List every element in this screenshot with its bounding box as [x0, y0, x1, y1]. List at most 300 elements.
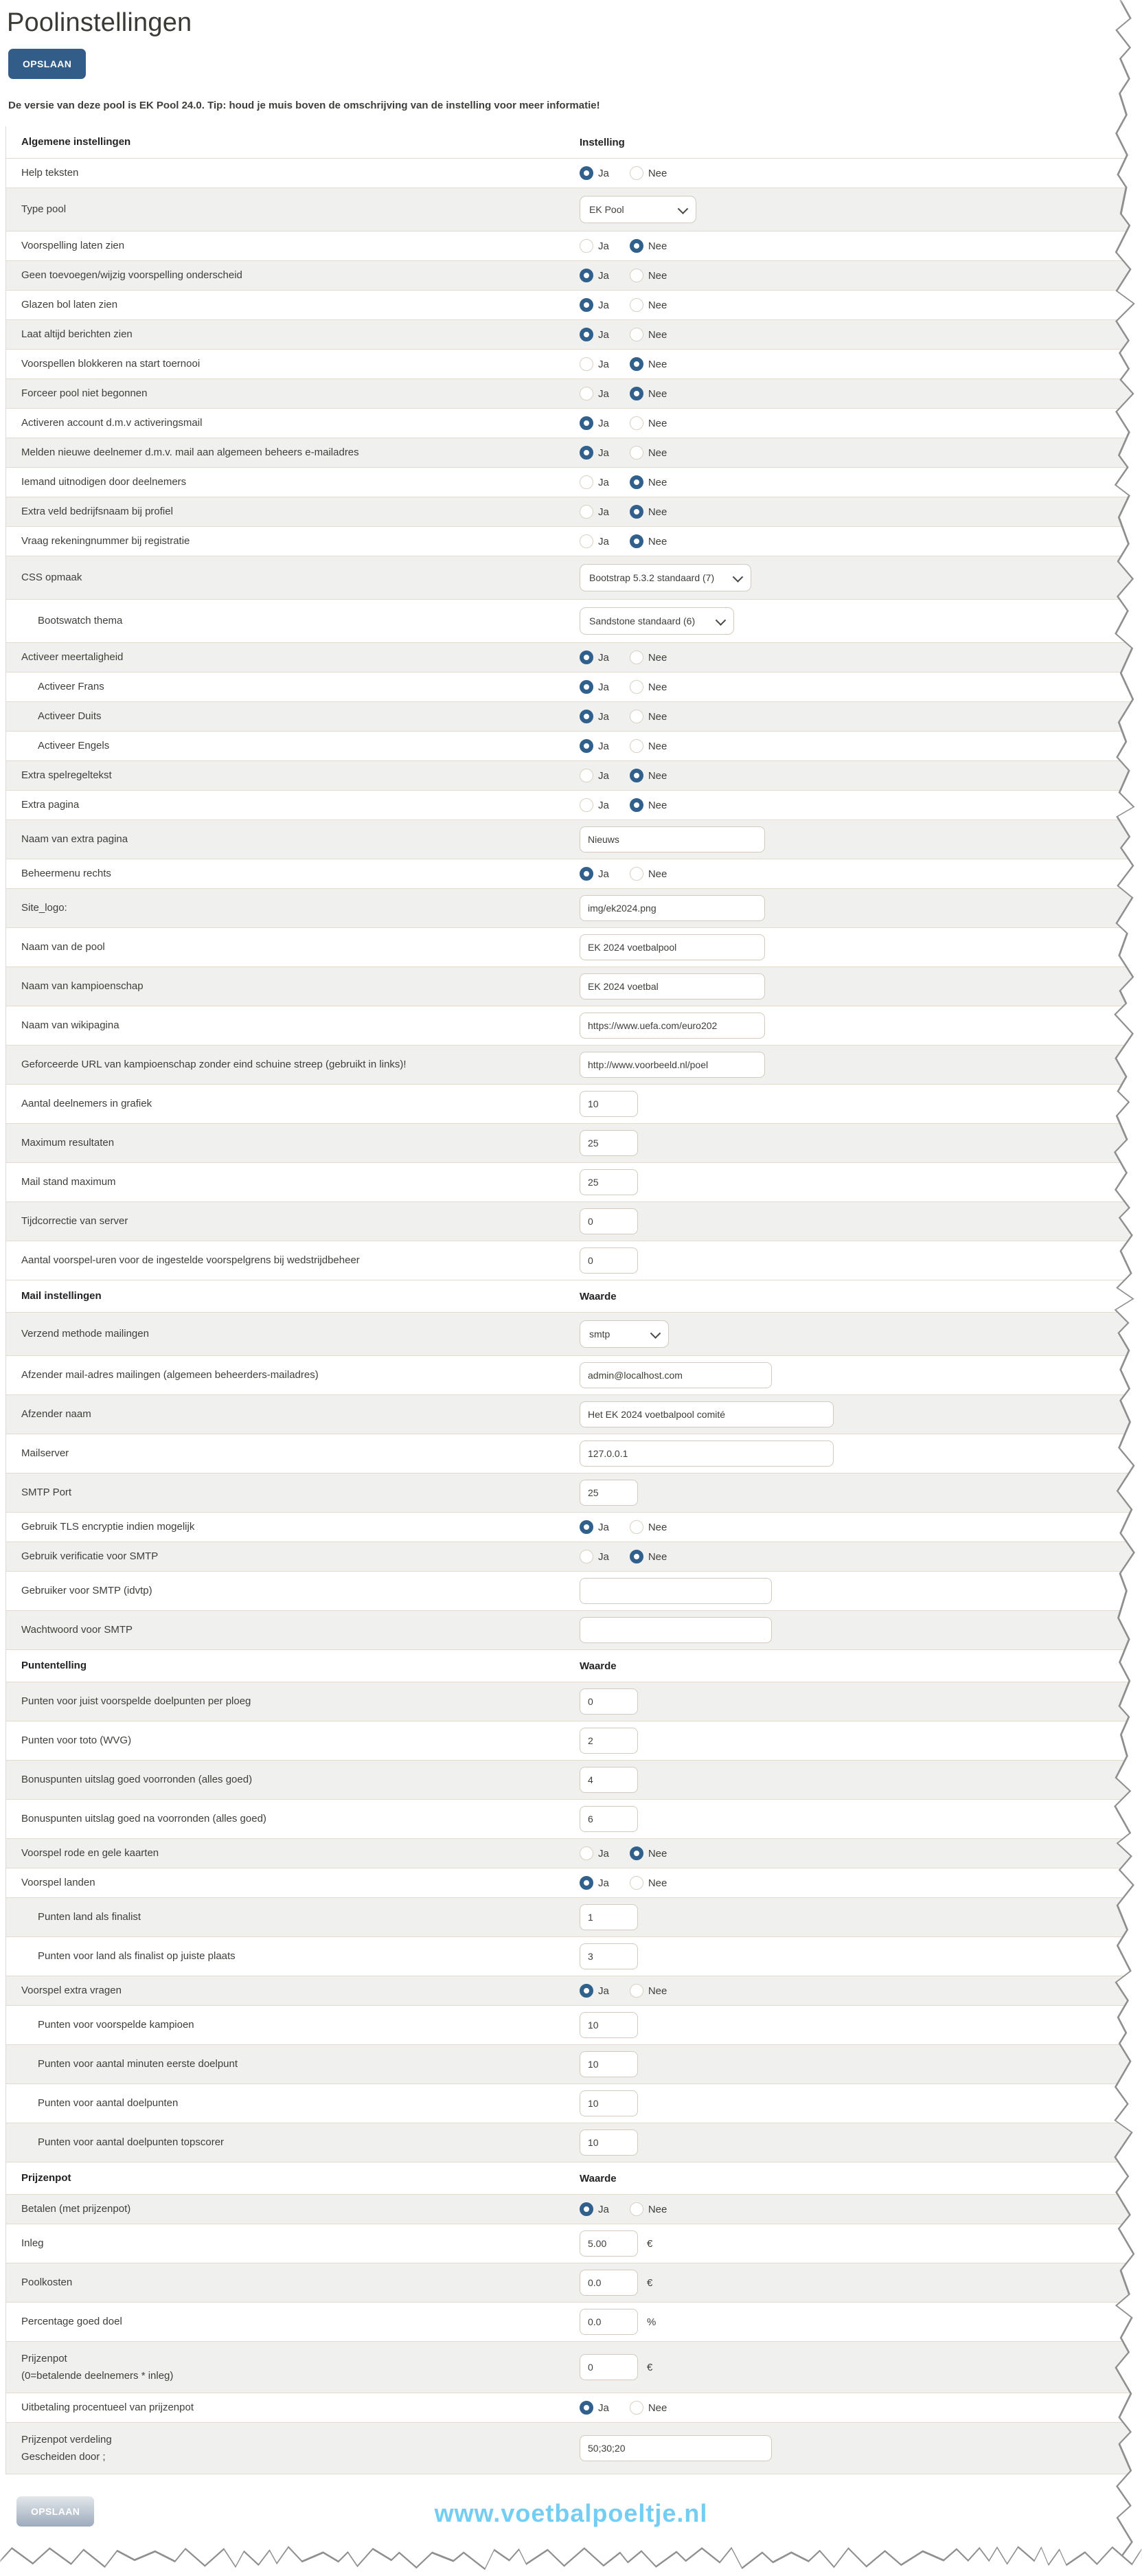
setting-label — [6, 233, 580, 259]
setting-label — [6, 2051, 580, 2077]
setting-value — [580, 1721, 1142, 1760]
voorspelling-laten-zien-radio-nee[interactable] — [630, 239, 667, 253]
setting-value — [580, 1006, 1142, 1045]
voorspel-landen-radio-nee[interactable] — [630, 1876, 667, 1890]
help-teksten-radio-nee[interactable] — [630, 166, 667, 180]
section-header-row — [6, 126, 1142, 159]
activeer-duits-radio-ja[interactable] — [580, 710, 609, 723]
table-row-melden-nieuwe-deelnemer — [6, 438, 1142, 468]
punten-aantal-doelpunten-input[interactable] — [580, 2090, 638, 2116]
setting-label-text: Percentage goed doel — [21, 2316, 122, 2328]
table-row-maximum-resultaten — [6, 1124, 1142, 1163]
betalen-prijzenpot-radio-ja[interactable] — [580, 2202, 609, 2216]
table-row-punten-doelpunten-topscorer — [6, 2123, 1142, 2162]
type-pool-select[interactable] — [580, 196, 696, 223]
setting-value — [580, 820, 1142, 859]
setting-label-text: Prijzenpot verdeling — [21, 2433, 112, 2445]
setting-value — [580, 499, 1142, 525]
table-row-aantal-voorspel-uren — [6, 1241, 1142, 1280]
table-row-site-logo — [6, 889, 1142, 928]
setting-label-text: Voorspellen blokkeren na start toernooi — [21, 358, 201, 370]
table-row-naam-van-de-pool — [6, 928, 1142, 967]
setting-label — [6, 1013, 580, 1039]
extra-veld-bedrijfsnaam-radio-ja[interactable] — [580, 505, 609, 519]
bootswatch-thema-select[interactable] — [580, 607, 734, 635]
naam-extra-pagina-input[interactable] — [580, 826, 765, 852]
radio-ja-icon — [580, 166, 593, 180]
setting-value — [580, 703, 1142, 730]
table-row-voorspellen-blokkeren — [6, 350, 1142, 379]
extra-spelregeltekst-radio-ja[interactable] — [580, 769, 609, 782]
forceer-pool-niet-begonnen-radio-ja[interactable] — [580, 387, 609, 400]
radio-nee-label: Nee — [648, 1847, 667, 1860]
setting-label — [6, 499, 580, 525]
setting-label-text: Naam van kampioenschap — [21, 980, 144, 993]
table-row-help-teksten — [6, 159, 1142, 188]
extra-veld-bedrijfsnaam-radio-nee[interactable] — [630, 505, 667, 519]
prijzenpot-verdeling-input[interactable] — [580, 2435, 772, 2461]
radio-ja-label: Ja — [598, 2203, 609, 2215]
setting-label-text: Bonuspunten uitslag goed voorronden (alles goed) — [21, 1774, 253, 1786]
section-title-text: Algemene instellingen — [21, 136, 131, 148]
activeer-meertaligheid-radio-nee[interactable] — [630, 651, 667, 664]
gebruik-verificatie-radio-nee[interactable] — [630, 1550, 667, 1563]
radio-nee-label: Nee — [648, 299, 667, 311]
bonus-voorronden-input[interactable] — [580, 1767, 638, 1793]
setting-label — [6, 934, 580, 960]
maximum-resultaten-input[interactable] — [580, 1130, 638, 1156]
radio-nee-icon — [630, 1876, 643, 1890]
setting-label — [6, 1688, 580, 1715]
prijzenpot-bedrag-input[interactable] — [580, 2354, 638, 2380]
radio-nee-icon — [630, 446, 643, 460]
voorspel-extra-vragen-radio-nee[interactable] — [630, 1984, 667, 1998]
punten-kampioen-input[interactable] — [580, 2012, 638, 2038]
voorspellen-blokkeren-radio-nee[interactable] — [630, 357, 667, 371]
site-logo-input[interactable] — [580, 895, 765, 921]
setting-label-text: Punten voor voorspelde kampioen — [38, 2019, 194, 2031]
radio-ja-icon — [580, 475, 593, 489]
activeer-meertaligheid-radio-ja[interactable] — [580, 651, 609, 664]
section-value-header-text: Instelling — [580, 136, 625, 148]
section-value-header-text: Waarde — [580, 1660, 617, 1672]
punten-toto-input[interactable] — [580, 1728, 638, 1754]
radio-nee-label: Nee — [648, 506, 667, 518]
setting-label-text: Maximum resultaten — [21, 1137, 115, 1149]
radio-nee-label: Nee — [648, 167, 667, 179]
naam-van-de-pool-input[interactable] — [580, 934, 765, 960]
radio-ja-icon — [580, 1984, 593, 1998]
radio-nee-label: Nee — [648, 681, 667, 693]
save-button-bottom[interactable]: OPSLAAN — [16, 2496, 94, 2527]
setting-label-text: Bootswatch thema — [38, 615, 123, 627]
setting-sublabel-text: Gescheiden door ; — [21, 2450, 106, 2463]
select-value-text: Sandstone standaard (6) — [589, 615, 696, 626]
setting-label-text: Afzender mail-adres mailingen (algemeen beheerders-mailadres) — [21, 1369, 319, 1381]
laat-altijd-berichten-radio-ja[interactable] — [580, 328, 609, 341]
forceer-pool-niet-begonnen-radio-nee[interactable] — [630, 387, 667, 400]
geforceerde-url-input[interactable] — [580, 1052, 765, 1078]
setting-label-text: Aantal voorspel-uren voor de ingestelde voorspelgrens bij wedstrijdbeheer — [21, 1254, 360, 1267]
setting-label — [6, 1806, 580, 1832]
setting-value — [580, 528, 1142, 554]
setting-label — [6, 1978, 580, 2004]
setting-label — [6, 196, 580, 223]
setting-label-text: Punten voor aantal doelpunten — [38, 2097, 179, 2110]
radio-nee-label: Nee — [648, 2402, 667, 2414]
table-row-naam-van-wikipagina — [6, 1006, 1142, 1046]
voorspel-landen-radio-ja[interactable] — [580, 1876, 609, 1890]
section-value-header-text: Waarde — [580, 2172, 617, 2184]
setting-label-text: Extra pagina — [21, 799, 80, 811]
melden-nieuwe-deelnemer-radio-ja[interactable] — [580, 446, 609, 460]
radio-nee-icon — [630, 534, 643, 548]
setting-label-text: Punten voor aantal minuten eerste doelpunt — [38, 2058, 238, 2070]
setting-label — [6, 292, 580, 318]
iemand-uitnodigen-radio-ja[interactable] — [580, 475, 609, 489]
table-row-voorspelling-laten-zien — [6, 231, 1142, 261]
mail-stand-maximum-input[interactable] — [580, 1169, 638, 1195]
setting-value — [580, 2303, 1142, 2341]
setting-label-text: Glazen bol laten zien — [21, 299, 118, 311]
radio-nee-icon — [630, 475, 643, 489]
radio-nee-icon — [630, 680, 643, 694]
setting-label-text: Punten voor juist voorspelde doelpunten per ploeg — [21, 1695, 251, 1708]
table-row-afzender-naam — [6, 1395, 1142, 1434]
inleg-input[interactable] — [580, 2230, 638, 2257]
setting-label-text: Afzender naam — [21, 1408, 91, 1421]
setting-label-text: Beheermenu rechts — [21, 868, 111, 880]
section-header-row — [6, 1650, 1142, 1682]
smtp-port-input[interactable] — [580, 1480, 638, 1506]
radio-ja-label: Ja — [598, 447, 609, 459]
table-row-laat-altijd-berichten — [6, 320, 1142, 350]
beheermenu-rechts-radio-ja[interactable] — [580, 867, 609, 881]
table-row-poolkosten — [6, 2263, 1142, 2303]
setting-value — [580, 160, 1142, 186]
punten-land-finalist-input[interactable] — [580, 1904, 638, 1930]
voorspellen-blokkeren-radio-ja[interactable] — [580, 357, 609, 371]
setting-label — [6, 1480, 580, 1506]
iemand-uitnodigen-radio-nee[interactable] — [630, 475, 667, 489]
setting-value — [580, 1395, 1142, 1434]
setting-label — [6, 2346, 580, 2389]
percentage-goed-doel-input[interactable] — [580, 2309, 638, 2335]
setting-label-text: Activeer Duits — [38, 710, 102, 723]
beheermenu-rechts-radio-nee[interactable] — [630, 867, 667, 881]
setting-label-text: Wachtwoord voor SMTP — [21, 1624, 133, 1636]
table-row-wachtwoord-smtp — [6, 1611, 1142, 1650]
radio-nee-icon — [630, 328, 643, 341]
setting-value — [580, 1544, 1142, 1570]
extra-spelregeltekst-radio-nee[interactable] — [630, 769, 667, 782]
intro-text: De versie van deze pool is EK Pool 24.0. Tip: houd je muis boven de omschrijving van de instelling voor meer informatie! — [8, 100, 600, 111]
setting-value — [580, 2224, 1142, 2263]
table-row-geen-toevoegen-wijzig — [6, 261, 1142, 291]
radio-ja-icon — [580, 534, 593, 548]
setting-label — [6, 381, 580, 407]
setting-label — [6, 1091, 580, 1117]
setting-label-text: Tijdcorrectie van server — [21, 1215, 128, 1228]
setting-label — [6, 826, 580, 852]
radio-ja-icon — [580, 1550, 593, 1563]
radio-ja-label: Ja — [598, 535, 609, 547]
css-opmaak-select[interactable] — [580, 564, 751, 591]
radio-nee-icon — [630, 505, 643, 519]
radio-ja-label: Ja — [598, 328, 609, 341]
setting-label — [6, 2427, 580, 2470]
activeer-frans-radio-ja[interactable] — [580, 680, 609, 694]
punten-minuten-eerste-doelpunt-input[interactable] — [580, 2051, 638, 2077]
radio-ja-label: Ja — [598, 868, 609, 880]
setting-label-text: Forceer pool niet begonnen — [21, 387, 148, 400]
radio-nee-label: Nee — [648, 240, 667, 252]
aantal-voorspel-uren-input[interactable] — [580, 1247, 638, 1274]
aantal-deelnemers-grafiek-input[interactable] — [580, 1091, 638, 1117]
gebruiker-smtp-input[interactable] — [580, 1578, 772, 1604]
setting-value — [580, 1898, 1142, 1936]
activeren-account-radio-nee[interactable] — [630, 416, 667, 430]
extra-pagina-radio-ja[interactable] — [580, 798, 609, 812]
setting-value — [580, 1682, 1142, 1721]
table-row-gebruik-tls — [6, 1513, 1142, 1542]
table-row-punten-toto — [6, 1721, 1142, 1761]
radio-nee-icon — [630, 357, 643, 371]
activeer-frans-radio-nee[interactable] — [630, 680, 667, 694]
setting-label — [6, 1544, 580, 1570]
setting-sublabel-text: (0=betalende deelnemers * inleg) — [21, 2369, 174, 2382]
setting-label — [6, 2129, 580, 2156]
setting-label — [6, 262, 580, 289]
setting-label-text: Activeer Engels — [38, 740, 110, 752]
setting-label — [6, 1321, 580, 1347]
setting-label — [6, 1840, 580, 1866]
setting-label-text: Voorspelling laten zien — [21, 240, 125, 252]
glazen-bol-radio-nee[interactable] — [630, 298, 667, 312]
setting-label — [6, 895, 580, 921]
tijdcorrectie-server-input[interactable] — [580, 1208, 638, 1234]
radio-ja-label: Ja — [598, 299, 609, 311]
setting-label-text: Activeer meertaligheid — [21, 651, 124, 664]
radio-ja-icon — [580, 680, 593, 694]
table-row-mailserver — [6, 1434, 1142, 1473]
radio-nee-icon — [630, 798, 643, 812]
betalen-prijzenpot-radio-nee[interactable] — [630, 2202, 667, 2216]
chevron-down-icon — [733, 572, 744, 583]
setting-value — [580, 1514, 1142, 1540]
setting-value — [580, 1978, 1142, 2004]
radio-nee-icon — [630, 387, 643, 400]
setting-label-text: Poolkosten — [21, 2276, 73, 2289]
setting-value — [580, 2084, 1142, 2123]
radio-nee-icon — [630, 651, 643, 664]
radio-nee-label: Nee — [648, 328, 667, 341]
setting-value — [580, 2006, 1142, 2044]
table-row-punten-aantal-doelpunten — [6, 2084, 1142, 2123]
radio-nee-label: Nee — [648, 447, 667, 459]
radio-nee-icon — [630, 739, 643, 753]
radio-ja-label: Ja — [598, 358, 609, 370]
radio-ja-label: Ja — [598, 269, 609, 282]
radio-nee-icon — [630, 239, 643, 253]
radio-nee-icon — [630, 2202, 643, 2216]
table-row-punten-land-finalist-plaats — [6, 1937, 1142, 1976]
setting-value — [580, 861, 1142, 887]
naam-van-kampioenschap-input[interactable] — [580, 973, 765, 999]
afzender-mailadres-input[interactable] — [580, 1362, 772, 1388]
setting-label — [6, 321, 580, 348]
setting-label — [6, 1130, 580, 1156]
radio-ja-icon — [580, 505, 593, 519]
setting-value — [580, 1434, 1142, 1473]
radio-nee-label: Nee — [648, 769, 667, 782]
setting-value — [580, 381, 1142, 407]
radio-nee-label: Nee — [648, 1877, 667, 1889]
table-row-punten-kampioen — [6, 2006, 1142, 2045]
radio-nee-label: Nee — [648, 740, 667, 752]
punten-land-finalist-plaats-input[interactable] — [580, 1943, 638, 1969]
setting-value — [580, 1202, 1142, 1241]
vraag-rekeningnummer-radio-nee[interactable] — [630, 534, 667, 548]
radio-ja-icon — [580, 769, 593, 782]
mailserver-input[interactable] — [580, 1440, 834, 1467]
punten-doelpunten-per-ploeg-input[interactable] — [580, 1688, 638, 1715]
setting-label-text: Verzend methode mailingen — [21, 1328, 149, 1340]
setting-label — [6, 2090, 580, 2116]
activeer-engels-radio-nee[interactable] — [630, 739, 667, 753]
table-row-voorspel-kaarten — [6, 1839, 1142, 1868]
naam-van-wikipagina-input[interactable] — [580, 1013, 765, 1039]
radio-nee-label: Nee — [648, 476, 667, 488]
radio-ja-label: Ja — [598, 769, 609, 782]
poolkosten-input[interactable] — [580, 2270, 638, 2296]
section-value-header — [580, 1285, 1142, 1309]
setting-label-text: Mail stand maximum — [21, 1176, 116, 1188]
setting-value — [580, 1870, 1142, 1896]
setting-value — [580, 792, 1142, 818]
save-button-top[interactable]: OPSLAAN — [8, 49, 86, 79]
page-title: Poolinstellingen — [7, 8, 192, 37]
table-row-activeer-meertaligheid — [6, 643, 1142, 673]
laat-altijd-berichten-radio-nee[interactable] — [630, 328, 667, 341]
section-value-header-text: Waarde — [580, 1290, 617, 1302]
setting-value — [580, 2123, 1142, 2162]
radio-ja-label: Ja — [598, 1847, 609, 1860]
setting-label — [6, 351, 580, 377]
help-teksten-radio-ja[interactable] — [580, 166, 609, 180]
radio-ja-label: Ja — [598, 799, 609, 811]
table-row-percentage-goed-doel — [6, 2303, 1142, 2342]
setting-label — [6, 1362, 580, 1388]
radio-nee-label: Nee — [648, 799, 667, 811]
table-row-bonus-voorronden — [6, 1761, 1142, 1800]
setting-value — [580, 1800, 1142, 1838]
punten-doelpunten-topscorer-input[interactable] — [580, 2129, 638, 2156]
melden-nieuwe-deelnemer-radio-nee[interactable] — [630, 446, 667, 460]
setting-label-text: Geen toevoegen/wijzig voorspelling onderscheid — [21, 269, 242, 282]
setting-label-text: Extra veld bedrijfsnaam bij profiel — [21, 506, 173, 518]
table-row-gebruiker-smtp — [6, 1572, 1142, 1611]
gebruik-verificatie-radio-ja[interactable] — [580, 1550, 609, 1563]
vraag-rekeningnummer-radio-ja[interactable] — [580, 534, 609, 548]
setting-value — [580, 1314, 1142, 1354]
activeer-duits-radio-nee[interactable] — [630, 710, 667, 723]
voorspel-kaarten-radio-nee[interactable] — [630, 1846, 667, 1860]
gebruik-tls-radio-ja[interactable] — [580, 1520, 609, 1534]
setting-label-text: Punten voor toto (WVG) — [21, 1735, 132, 1747]
radio-ja-icon — [580, 387, 593, 400]
setting-value — [580, 2045, 1142, 2083]
section-header-row — [6, 1280, 1142, 1313]
verzend-methode-select[interactable] — [580, 1320, 669, 1348]
table-row-prijzenpot-verdeling — [6, 2423, 1142, 2474]
setting-label-text: Punten land als finalist — [38, 1911, 141, 1923]
radio-ja-icon — [580, 269, 593, 282]
gebruik-tls-radio-nee[interactable] — [630, 1520, 667, 1534]
setting-value — [580, 292, 1142, 318]
bonus-na-voorronden-input[interactable] — [580, 1806, 638, 1832]
radio-nee-label: Nee — [648, 269, 667, 282]
setting-value — [580, 967, 1142, 1006]
geen-toevoegen-wijzig-radio-nee[interactable] — [630, 269, 667, 282]
table-row-css-opmaak — [6, 556, 1142, 600]
geen-toevoegen-wijzig-radio-ja[interactable] — [580, 269, 609, 282]
activeer-engels-radio-ja[interactable] — [580, 739, 609, 753]
afzender-naam-input[interactable] — [580, 1401, 834, 1427]
radio-ja-label: Ja — [598, 681, 609, 693]
setting-label — [6, 410, 580, 436]
setting-value — [580, 2429, 1142, 2467]
radio-nee-icon — [630, 1984, 643, 1998]
setting-value — [580, 469, 1142, 495]
radio-nee-label: Nee — [648, 535, 667, 547]
table-row-activeer-engels — [6, 732, 1142, 761]
setting-label-text: Type pool — [21, 203, 67, 216]
section-value-header — [580, 131, 1142, 155]
radio-ja-label: Ja — [598, 506, 609, 518]
radio-nee-icon — [630, 269, 643, 282]
uitbetaling-procentueel-radio-nee[interactable] — [630, 2401, 667, 2415]
glazen-bol-radio-ja[interactable] — [580, 298, 609, 312]
setting-label-text: Mailserver — [21, 1447, 69, 1460]
radio-ja-icon — [580, 867, 593, 881]
radio-nee-label: Nee — [648, 868, 667, 880]
voorspelling-laten-zien-radio-ja[interactable] — [580, 239, 609, 253]
extra-pagina-radio-nee[interactable] — [630, 798, 667, 812]
voorspel-kaarten-radio-ja[interactable] — [580, 1846, 609, 1860]
setting-value — [580, 1840, 1142, 1866]
setting-label — [6, 1578, 580, 1604]
radio-ja-label: Ja — [598, 476, 609, 488]
setting-value — [580, 1473, 1142, 1512]
setting-value — [580, 2348, 1142, 2386]
section-header-row — [6, 2162, 1142, 2195]
setting-label-text: Iemand uitnodigen door deelnemers — [21, 476, 187, 488]
setting-label — [6, 469, 580, 495]
uitbetaling-procentueel-radio-ja[interactable] — [580, 2401, 609, 2415]
select-value-text: smtp — [589, 1329, 610, 1340]
setting-label — [6, 1904, 580, 1930]
setting-label — [6, 2196, 580, 2222]
unit-label: € — [647, 2237, 653, 2250]
setting-label — [6, 1767, 580, 1793]
radio-nee-icon — [630, 416, 643, 430]
wachtwoord-smtp-input[interactable] — [580, 1617, 772, 1643]
voorspel-extra-vragen-radio-ja[interactable] — [580, 1984, 609, 1998]
radio-nee-icon — [630, 769, 643, 782]
activeren-account-radio-ja[interactable] — [580, 416, 609, 430]
setting-label — [6, 1169, 580, 1195]
